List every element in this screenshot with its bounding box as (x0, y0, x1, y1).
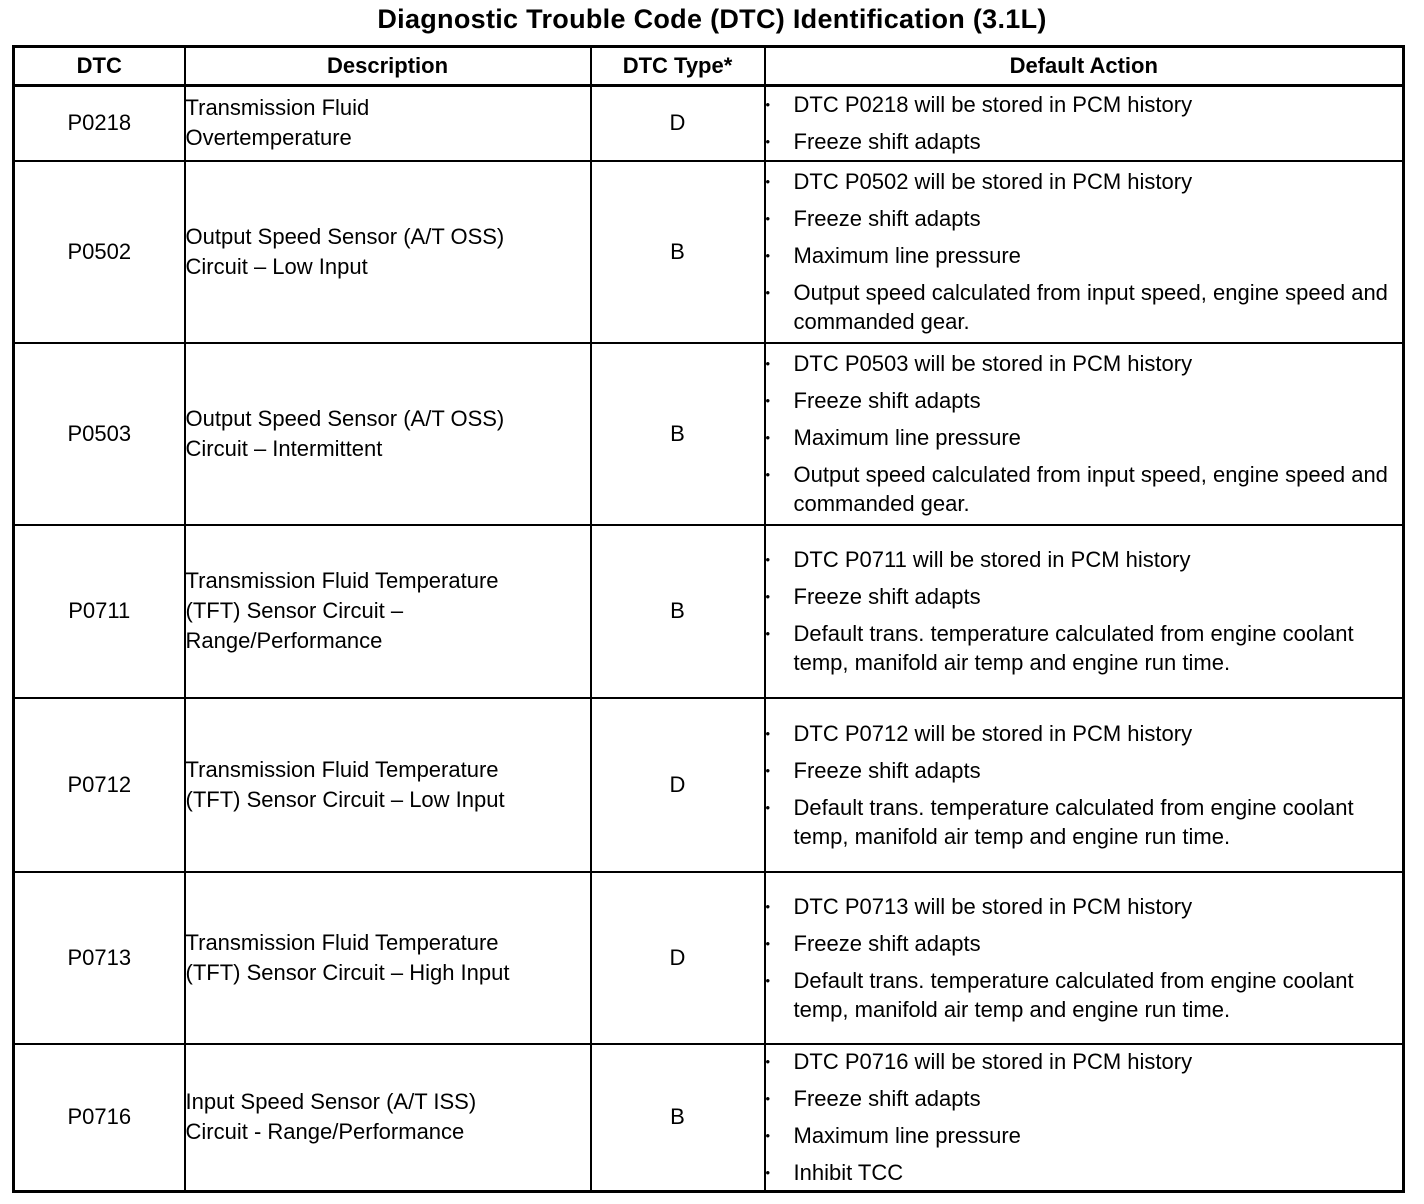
dtc-code-cell: P0712 (14, 698, 185, 872)
action-item: • Freeze shift adapts (766, 1084, 1403, 1113)
description-cell: Output Speed Sensor (A/T OSS) Circuit – Intermittent (185, 343, 591, 525)
action-item: • Default trans. temperature calculated from engine coolant temp, manifold air temp and engine run time. (766, 793, 1403, 851)
action-item: • Default trans. temperature calculated from engine coolant temp, manifold air temp and engine run time. (766, 619, 1403, 677)
dtc-type-cell: D (591, 698, 765, 872)
header-dtc-type: DTC Type* (591, 47, 765, 86)
action-item: • DTC P0711 will be stored in PCM history (766, 545, 1403, 574)
action-item: • Output speed calculated from input speed, engine speed and commanded gear. (766, 278, 1403, 336)
action-item: • Freeze shift adapts (766, 582, 1403, 611)
default-action-cell (765, 161, 1404, 343)
dtc-code-cell: P0711 (14, 525, 185, 698)
action-list (766, 167, 1403, 336)
action-item: • Freeze shift adapts (766, 386, 1403, 415)
dtc-code-cell: P0502 (14, 161, 185, 343)
action-item: • Inhibit TCC (766, 1158, 1403, 1187)
table-row (14, 698, 1404, 872)
action-item: • Freeze shift adapts (766, 756, 1403, 785)
default-action-cell (765, 343, 1404, 525)
dtc-code-cell: P0716 (14, 1044, 185, 1192)
action-item: • DTC P0716 will be stored in PCM history (766, 1047, 1403, 1076)
dtc-code-cell: P0503 (14, 343, 185, 525)
page-title: Diagnostic Trouble Code (DTC) Identification (3.1L) (377, 4, 1047, 34)
action-list (766, 545, 1403, 677)
default-action-cell (765, 86, 1404, 161)
dtc-code-cell: P0713 (14, 872, 185, 1044)
action-item: • Freeze shift adapts (766, 204, 1403, 233)
dtc-type-cell: B (591, 1044, 765, 1192)
action-item: • Freeze shift adapts (766, 929, 1403, 958)
table-row (14, 343, 1404, 525)
dtc-type-cell: B (591, 161, 765, 343)
action-item: • DTC P0218 will be stored in PCM history (766, 90, 1403, 119)
action-item: • Freeze shift adapts (766, 127, 1403, 156)
dtc-type-cell: D (591, 86, 765, 161)
action-list (766, 349, 1403, 518)
action-item: • DTC P0502 will be stored in PCM history (766, 167, 1403, 196)
action-list (766, 719, 1403, 851)
description-cell: Transmission Fluid Temperature (TFT) Sensor Circuit – Range/Performance (185, 525, 591, 698)
action-item: • Default trans. temperature calculated from engine coolant temp, manifold air temp and engine run time. (766, 966, 1403, 1024)
default-action-cell (765, 525, 1404, 698)
action-item: • Maximum line pressure (766, 241, 1403, 270)
dtc-type-cell: B (591, 343, 765, 525)
default-action-cell (765, 872, 1404, 1044)
description-cell: Transmission Fluid Temperature (TFT) Sensor Circuit – Low Input (185, 698, 591, 872)
description-cell: Transmission Fluid Temperature (TFT) Sensor Circuit – High Input (185, 872, 591, 1044)
action-item: • DTC P0713 will be stored in PCM history (766, 892, 1403, 921)
table-row (14, 161, 1404, 343)
table-header-row (14, 47, 1404, 86)
action-list (766, 1047, 1403, 1187)
table-row (14, 525, 1404, 698)
dtc-table (12, 45, 1405, 1193)
table-row (14, 872, 1404, 1044)
dtc-type-cell: B (591, 525, 765, 698)
default-action-cell (765, 698, 1404, 872)
action-item: • Output speed calculated from input speed, engine speed and commanded gear. (766, 460, 1403, 518)
header-dtc: DTC (14, 47, 185, 86)
description-cell: Output Speed Sensor (A/T OSS) Circuit – Low Input (185, 161, 591, 343)
dtc-type-cell: D (591, 872, 765, 1044)
default-action-cell (765, 1044, 1404, 1192)
action-list (766, 892, 1403, 1024)
description-cell: Transmission Fluid Overtemperature (185, 86, 591, 161)
action-item: • DTC P0503 will be stored in PCM history (766, 349, 1403, 378)
header-default-action: Default Action (765, 47, 1404, 86)
action-item: • DTC P0712 will be stored in PCM history (766, 719, 1403, 748)
table-row (14, 86, 1404, 161)
action-item: • Maximum line pressure (766, 423, 1403, 452)
dtc-code-cell: P0218 (14, 86, 185, 161)
description-cell: Input Speed Sensor (A/T ISS) Circuit - Range/Performance (185, 1044, 591, 1192)
header-description: Description (185, 47, 591, 86)
table-row (14, 1044, 1404, 1192)
action-item: • Maximum line pressure (766, 1121, 1403, 1150)
action-list (766, 90, 1403, 156)
